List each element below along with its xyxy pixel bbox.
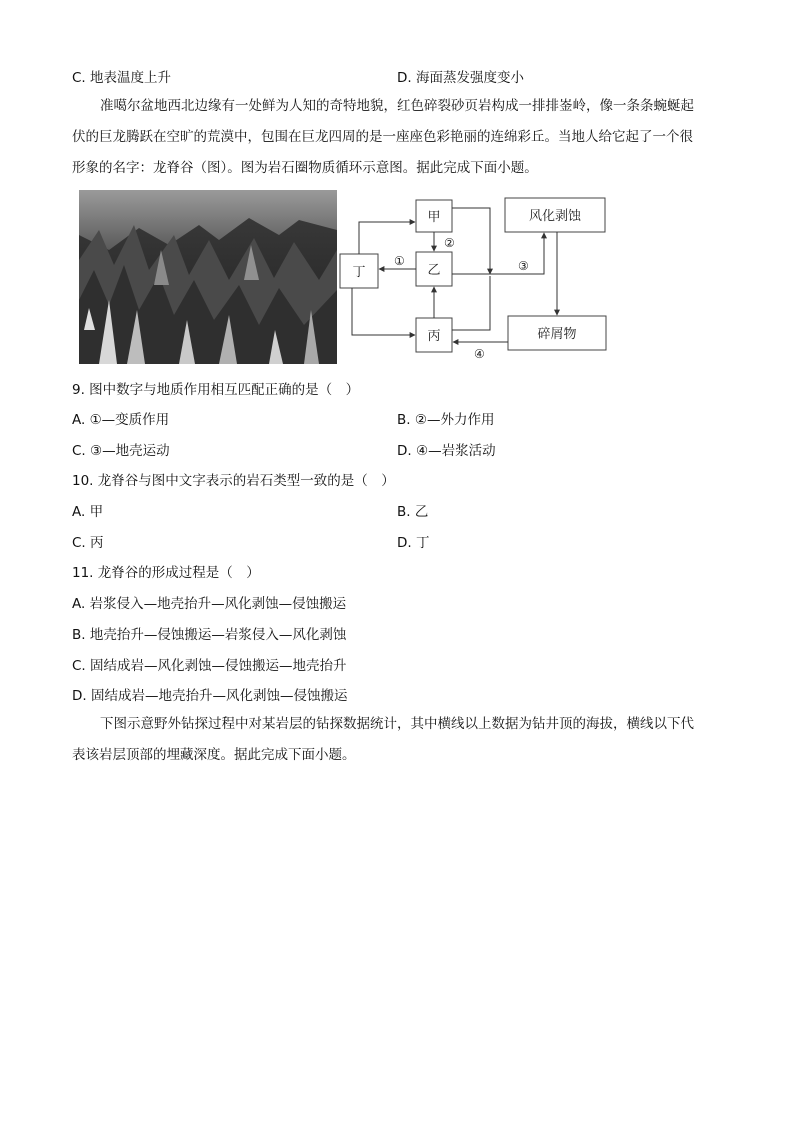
q10-option-d[interactable]: D. 丁 xyxy=(397,535,430,551)
rock-cycle-diagram xyxy=(338,190,618,362)
intro-paragraph xyxy=(72,91,722,184)
q9-option-a[interactable]: A. ①—变质作用 xyxy=(72,412,170,428)
label-debris: 碎屑物 xyxy=(537,327,577,342)
q9-option-c[interactable]: C. ③—地壳运动 xyxy=(72,443,170,459)
label-yi: 乙 xyxy=(427,263,441,278)
longji-valley-photo xyxy=(79,190,337,364)
q11-option-d[interactable]: D. 固结成岩—地壳抬升—风化剥蚀—侵蚀搬运 xyxy=(72,688,348,704)
q9-option-b[interactable]: B. ②—外力作用 xyxy=(397,412,495,428)
label-n3: ③ xyxy=(518,259,529,273)
q10-option-b[interactable]: B. 乙 xyxy=(397,504,429,520)
label-ding: 丁 xyxy=(352,265,366,280)
outro-line-2: 表该岩层顶部的埋藏深度。据此完成下面小题。 xyxy=(72,747,356,763)
q11-option-a[interactable]: A. 岩浆侵入—地壳抬升—风化剥蚀—侵蚀搬运 xyxy=(72,596,347,612)
intro-line-2: 伏的巨龙腾跃在空旷的荒漠中，包围在巨龙四周的是一座座色彩艳丽的连绵彩丘。当地人给它起了一个很 xyxy=(72,129,693,145)
intro-line-3: 形象的名字：龙脊谷（图）。图为岩石圈物质循环示意图。据此完成下面小题。 xyxy=(72,160,538,176)
label-bing: 丙 xyxy=(427,329,441,344)
q11-stem: 11. 龙脊谷的形成过程是（ ） xyxy=(72,565,260,581)
label-weathering: 风化剥蚀 xyxy=(528,209,582,224)
outro-line-1: 下图示意野外钻探过程中对某岩层的钻探数据统计，其中横线以上数据为钻井顶的海拔，横线以下代 xyxy=(100,716,694,732)
outro-paragraph xyxy=(72,709,722,771)
label-jia: 甲 xyxy=(427,210,441,225)
option-d-prev: D. 海面蒸发强度变小 xyxy=(397,70,524,86)
q11-option-b[interactable]: B. 地壳抬升—侵蚀搬运—岩浆侵入—风化剥蚀 xyxy=(72,627,347,643)
intro-line-1: 准噶尔盆地西北边缘有一处鲜为人知的奇特地貌，红色碎裂砂页岩构成一排排崟岭，像一条条蜿蜒起 xyxy=(100,98,694,114)
q10-stem: 10. 龙脊谷与图中文字表示的岩石类型一致的是（ ） xyxy=(72,473,395,489)
option-c-prev: C. 地表温度上升 xyxy=(72,70,172,86)
q10-option-a[interactable]: A. 甲 xyxy=(72,504,104,520)
q9-stem: 9. 图中数字与地质作用相互匹配正确的是（ ） xyxy=(72,382,360,398)
label-n4: ④ xyxy=(474,347,485,361)
label-n2: ② xyxy=(444,236,455,250)
label-n1: ① xyxy=(394,254,405,268)
q11-option-c[interactable]: C. 固结成岩—风化剥蚀—侵蚀搬运—地壳抬升 xyxy=(72,658,347,674)
q9-option-d[interactable]: D. ④—岩浆活动 xyxy=(397,443,496,459)
q10-option-c[interactable]: C. 丙 xyxy=(72,535,104,551)
